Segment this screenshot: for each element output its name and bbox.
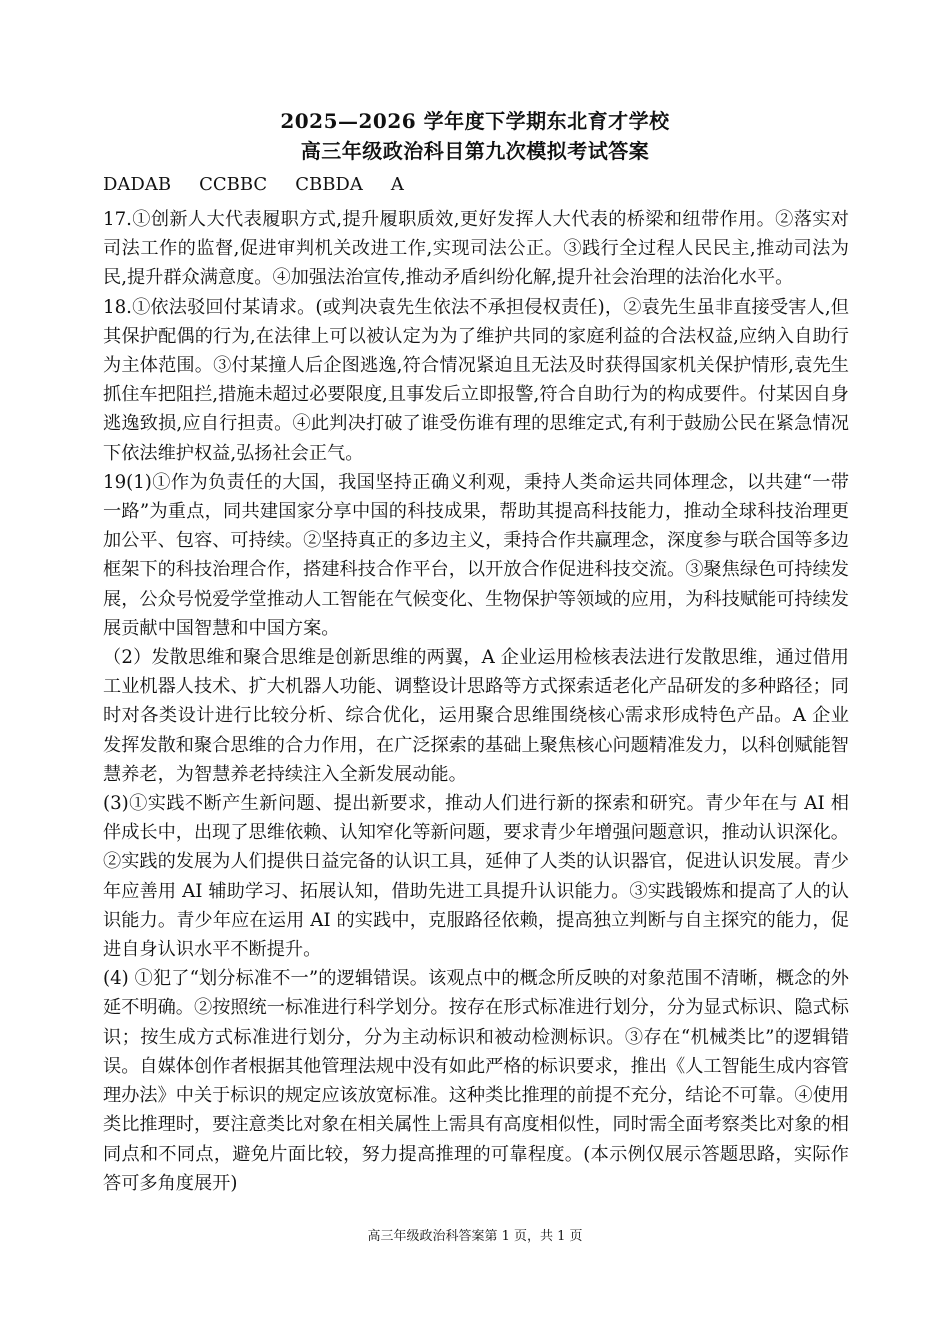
- answer-q18: 18.①依法驳回付某请求。(或判决袁先生依法不承担侵权责任)，②袁先生虽非直接受害人,但其保护配偶的行为,在法律上可以被认定为为了维护共同的家庭利益的合法权益,应纳入自助行为主体范围。③付某撞人后企图逃逸,符合情况紧迫且无法及时获得国家机关保护情形,袁先生抓住车把阻拦,措施未超过必要限度,且事发后立即报警,符合自助行为的构成要件。付某因自身逃逸致损,应自行担责。④此判决打破了谁受伤谁有理的思维定式,有利于鼓励公民在紧急情况下依法维护权益,弘扬社会正气。: [103, 296, 849, 464]
- multiple-choice-answers: [103, 173, 432, 197]
- choice-group-3: CBBDA: [295, 174, 363, 195]
- answer-q19-part4: (4) ①犯了“划分标准不一”的逻辑错误。该观点中的概念所反映的对象范围不清晰，概念的外延不明确。②按照统一标准进行科学划分。按存在形式标准进行划分，分为显式标识、隐式标识；按生成方式标准进行划分，分为主动标识和被动检测标识。③存在“机械类比”的逻辑错误。自媒体创作者根据其他管理法规中没有如此严格的标识要求，推出《人工智能生成内容管理办法》中关于标识的规定应该放宽标准。这种类比推理的前提不充分，结论不可靠。④使用类比推理时，要注意类比对象在相关属性上需具有高度相似性，同时需全面考察类比对象的相同点和不同点，避免片面比较，努力提高推理的可靠程度。(本示例仅展示答题思路，实际作答可多角度展开): [103, 968, 849, 1194]
- answer-q19-part1: 19(1)①作为负责任的大国，我国坚持正确义利观，秉持人类命运共同体理念，以共建“一带一路”为重点，同共建国家分享中国的科技成果，帮助其提高科技能力，推动全球科技治理更加公平、包容、可持续。②坚持真正的多边主义，秉持合作共赢理念，深度参与联合国等多边框架下的科技治理合作，搭建科技合作平台，以开放合作促进科技交流。③聚焦绿色可持续发展，公众号悦爱学堂推动人工智能在气候变化、生物保护等领域的应用，为科技赋能可持续发展贡献中国智慧和中国方案。: [103, 471, 849, 639]
- answer-q17: 17.①创新人大代表履职方式,提升履职质效,更好发挥人大代表的桥梁和纽带作用。②落实对司法工作的监督,促进审判机关改进工作,实现司法公正。③践行全过程人民民主,推动司法为民,提升群众满意度。④加强法治宣传,推动矛盾纠纷化解,提升社会治理的法治化水平。: [103, 209, 849, 289]
- choice-group-1: DADAB: [103, 174, 172, 195]
- choice-group-2: CCBBC: [199, 174, 268, 195]
- exam-title-line2: 高三年级政治科目第九次模拟考试答案: [300, 139, 650, 163]
- page-footer: 高三年级政治科答案第 1 页，共 1 页: [367, 1229, 583, 1244]
- answer-body: [103, 205, 849, 1198]
- answer-q19-part3: (3)①实践不断产生新问题、提出新要求，推动人们进行新的探索和研究。青少年在与 AI 相伴成长中，出现了思维依赖、认知窄化等新问题，要求青少年增强问题意识，推动认识深化。②实践的发展为人们提供日益完备的认识工具，延伸了人类的认识器官，促进认识发展。青少年应善用 AI 辅助学习、拓展认知，借助先进工具提升认识能力。③实践锻炼和提高了人的认识能力。青少年应在运用 AI 的实践中，克服路径依赖，提高独立判断与自主探究的能力，促进自身认识水平不断提升。: [103, 793, 849, 961]
- choice-group-4: A: [390, 174, 404, 195]
- answer-q19-part2: （2）发散思维和聚合思维是创新思维的两翼，A 企业运用检核表法进行发散思维，通过借用工业机器人技术、扩大机器人功能、调整设计思路等方式探索适老化产品研发的多种路径；同时对各类设计进行比较分析、综合优化，运用聚合思维围绕核心需求形成特色产品。A 企业发挥发散和聚合思维的合力作用，在广泛探索的基础上聚焦核心问题精准发力，以科创赋能智慧养老，为智慧养老持续注入全新发展动能。: [103, 647, 849, 785]
- exam-title-line1: 2025—2026 学年度下学期东北育才学校: [280, 109, 670, 133]
